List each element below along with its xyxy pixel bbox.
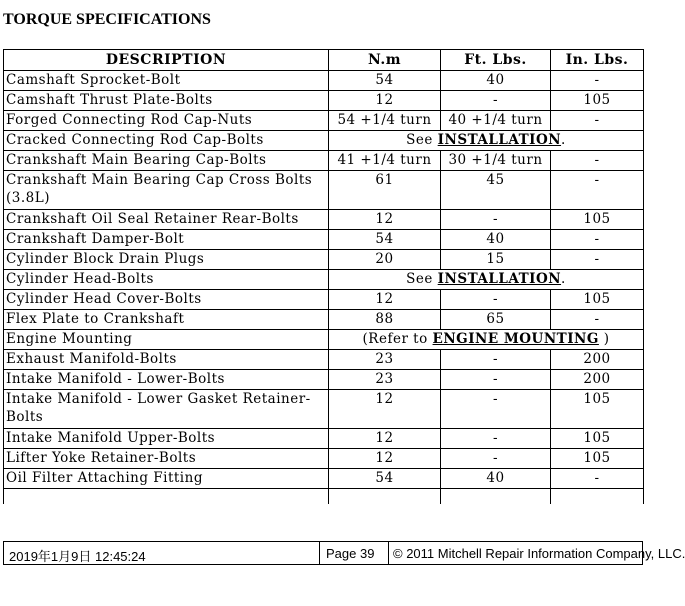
row-in-lbs: - <box>551 230 644 250</box>
row-nm: 88 <box>329 310 441 330</box>
torque-table-container <box>3 49 643 504</box>
row-ft-lbs: 45 <box>441 171 551 210</box>
footer-divider <box>319 542 320 564</box>
row-description: Crankshaft Damper-Bolt <box>4 230 329 250</box>
row-reference <box>329 330 644 350</box>
row-in-lbs: 200 <box>551 350 644 370</box>
row-nm: 20 <box>329 250 441 270</box>
table-row-empty <box>4 489 644 505</box>
row-description: Cracked Connecting Rod Cap-Bolts <box>4 131 329 151</box>
row-ft-lbs: - <box>441 370 551 390</box>
table-row <box>4 270 644 290</box>
empty-cell <box>441 489 551 505</box>
footer-datetime: 2019年1月9日 12:45:24 <box>9 549 146 564</box>
row-description: Cylinder Block Drain Plugs <box>4 250 329 270</box>
table-row <box>4 310 644 330</box>
header-description: DESCRIPTION <box>4 50 329 71</box>
row-ft-lbs: - <box>441 210 551 230</box>
row-in-lbs: - <box>551 111 644 131</box>
torque-spec-table <box>3 49 644 504</box>
row-nm: 54 <box>329 71 441 91</box>
empty-cell <box>4 489 329 505</box>
row-ft-lbs: - <box>441 290 551 310</box>
empty-cell <box>551 489 644 505</box>
row-description: Crankshaft Oil Seal Retainer Rear-Bolts <box>4 210 329 230</box>
row-description: Forged Connecting Rod Cap-Nuts <box>4 111 329 131</box>
row-in-lbs: - <box>551 310 644 330</box>
row-in-lbs: - <box>551 250 644 270</box>
table-row <box>4 171 644 210</box>
page-footer <box>3 541 685 565</box>
row-reference <box>329 131 644 151</box>
row-nm: 12 <box>329 91 441 111</box>
table-row <box>4 230 644 250</box>
table-row <box>4 151 644 171</box>
reference-suffix: . <box>561 132 566 148</box>
reference-prefix: (Refer to <box>362 331 428 347</box>
reference-prefix: See <box>406 132 433 148</box>
row-ft-lbs: 40 +1/4 turn <box>441 111 551 131</box>
row-nm: 12 <box>329 290 441 310</box>
row-ft-lbs: 40 <box>441 469 551 489</box>
row-ft-lbs: 40 <box>441 230 551 250</box>
footer-divider <box>388 542 389 564</box>
header-ft-lbs: Ft. Lbs. <box>441 50 551 71</box>
footer-copyright: © 2011 Mitchell Repair Information Company, LLC. <box>393 546 685 561</box>
row-nm: 12 <box>329 429 441 449</box>
row-nm: 12 <box>329 210 441 230</box>
row-in-lbs: 105 <box>551 91 644 111</box>
row-in-lbs: 200 <box>551 370 644 390</box>
row-description: Crankshaft Main Bearing Cap-Bolts <box>4 151 329 171</box>
row-description: Intake Manifold - Lower-Bolts <box>4 370 329 390</box>
row-description: Camshaft Thrust Plate-Bolts <box>4 91 329 111</box>
table-row <box>4 449 644 469</box>
row-ft-lbs: 30 +1/4 turn <box>441 151 551 171</box>
row-nm: 61 <box>329 171 441 210</box>
row-ft-lbs: - <box>441 390 551 429</box>
row-nm: 54 <box>329 469 441 489</box>
row-description: Intake Manifold - Lower Gasket Retainer-Bolts <box>4 390 329 429</box>
page-title: TORQUE SPECIFICATIONS <box>3 11 211 28</box>
row-in-lbs: - <box>551 71 644 91</box>
row-nm: 12 <box>329 390 441 429</box>
reference-link[interactable]: ENGINE MOUNTING <box>432 331 599 347</box>
row-nm: 12 <box>329 449 441 469</box>
table-row <box>4 330 644 350</box>
table-body <box>4 71 644 505</box>
table-row <box>4 290 644 310</box>
table-row <box>4 210 644 230</box>
row-nm: 54 <box>329 230 441 250</box>
row-description: Lifter Yoke Retainer-Bolts <box>4 449 329 469</box>
row-description: Cylinder Head-Bolts <box>4 270 329 290</box>
row-description: Crankshaft Main Bearing Cap Cross Bolts (3.8L) <box>4 171 329 210</box>
row-in-lbs: 105 <box>551 210 644 230</box>
reference-suffix: ) <box>598 331 610 347</box>
row-nm: 54 +1/4 turn <box>329 111 441 131</box>
row-ft-lbs: - <box>441 91 551 111</box>
row-in-lbs: 105 <box>551 290 644 310</box>
row-nm: 41 +1/4 turn <box>329 151 441 171</box>
reference-prefix: See <box>406 271 433 287</box>
row-ft-lbs: 40 <box>441 71 551 91</box>
row-reference <box>329 270 644 290</box>
row-in-lbs: - <box>551 171 644 210</box>
table-row <box>4 111 644 131</box>
table-row <box>4 131 644 151</box>
row-description: Camshaft Sprocket-Bolt <box>4 71 329 91</box>
table-row <box>4 390 644 429</box>
row-description: Oil Filter Attaching Fitting <box>4 469 329 489</box>
table-row <box>4 370 644 390</box>
header-in-lbs: In. Lbs. <box>551 50 644 71</box>
row-in-lbs: 105 <box>551 390 644 429</box>
reference-suffix: . <box>561 271 566 287</box>
row-ft-lbs: - <box>441 449 551 469</box>
empty-cell <box>329 489 441 505</box>
table-header-row <box>4 50 644 71</box>
row-description: Flex Plate to Crankshaft <box>4 310 329 330</box>
row-nm: 23 <box>329 350 441 370</box>
row-description: Intake Manifold Upper-Bolts <box>4 429 329 449</box>
table-row <box>4 429 644 449</box>
row-in-lbs: - <box>551 151 644 171</box>
row-description: Exhaust Manifold-Bolts <box>4 350 329 370</box>
row-in-lbs: 105 <box>551 449 644 469</box>
row-description: Engine Mounting <box>4 330 329 350</box>
reference-link[interactable]: INSTALLATION <box>437 132 562 148</box>
table-row <box>4 250 644 270</box>
row-in-lbs: 105 <box>551 429 644 449</box>
row-ft-lbs: - <box>441 429 551 449</box>
footer-page-number: Page 39 <box>326 546 375 561</box>
row-ft-lbs: 65 <box>441 310 551 330</box>
table-row <box>4 71 644 91</box>
row-nm: 23 <box>329 370 441 390</box>
table-row <box>4 469 644 489</box>
row-description: Cylinder Head Cover-Bolts <box>4 290 329 310</box>
table-row <box>4 91 644 111</box>
row-ft-lbs: 15 <box>441 250 551 270</box>
row-ft-lbs: - <box>441 350 551 370</box>
table-row <box>4 350 644 370</box>
header-nm: N.m <box>329 50 441 71</box>
row-in-lbs: - <box>551 469 644 489</box>
reference-link[interactable]: INSTALLATION <box>437 271 562 287</box>
